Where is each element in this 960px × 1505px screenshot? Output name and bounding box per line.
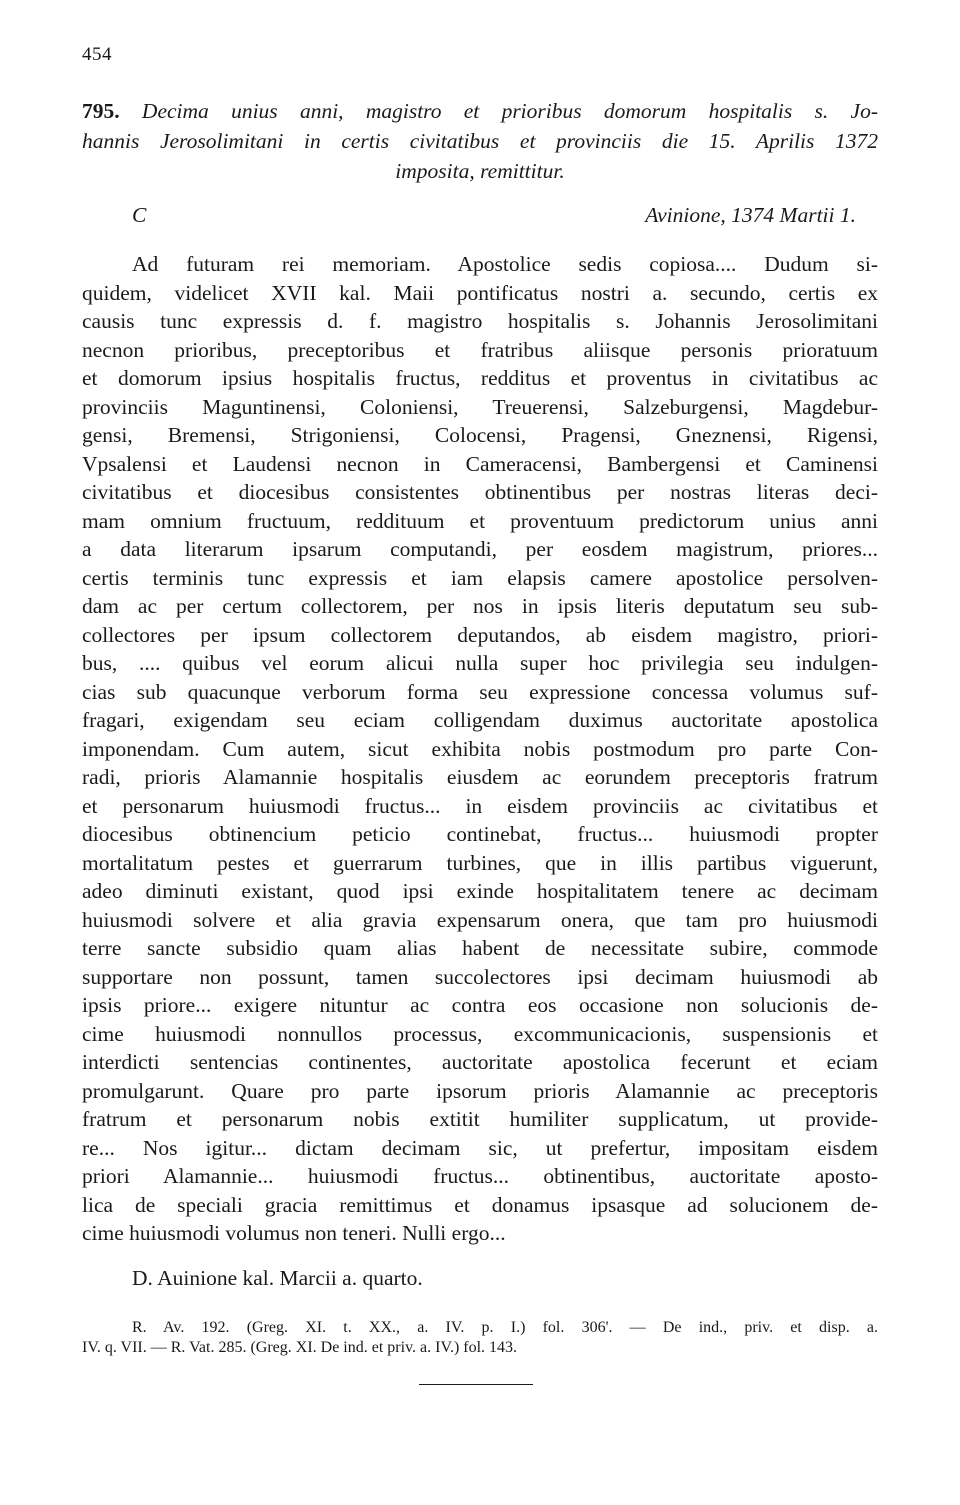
body-line: provinciis Maguntinensi, Coloniensi, Treuerensi, Salzeburgensi, Magdebur-	[82, 394, 878, 419]
body-line: priori Alamannie... huiusmodi fructus... obtinentibus, auctoritate aposto-	[82, 1164, 878, 1188]
end-rule	[419, 1384, 533, 1385]
body-line: Vpsalensi et Laudensi necnon in Cameracensi, Bambergensi et Caminensi	[82, 451, 878, 476]
body-line: ipsis priore... exigere nituntur ac contra eos occasione non solucionis de-	[82, 993, 878, 1017]
document-heading	[82, 96, 878, 186]
body-line: et personarum huiusmodi fructus... in eisdem provinciis ac civitatibus et	[82, 793, 878, 818]
body-line: imponendam. Cum autem, sicut exhibita nobis postmodum pro parte Con-	[82, 736, 878, 761]
body-line: certis terminis tunc expressis et iam elapsis camere apostolice persolven-	[82, 565, 878, 590]
heading-line: hannis Jerosolimitani in certis civitatibus et provinciis die 15. Aprilis 1372	[82, 129, 878, 153]
body-line: civitatibus et diocesibus consistentes obtinentibus per nostras literas deci-	[82, 480, 878, 504]
body-line: cime huiusmodi nonnullos processus, excommunicacionis, suspensionis et	[82, 1021, 878, 1046]
body-line: terre sancte subsidio quam alias habent de necessitate subire, commode	[82, 936, 878, 960]
body-line: radi, prioris Alamannie hospitalis eiusdem ac eorundem preceptoris fratrum	[82, 765, 878, 789]
body-line: promulgarunt. Quare pro parte ipsorum prioris Alamannie ac preceptoris	[82, 1078, 878, 1103]
closing-date-line: D. Auinione kal. Marcii a. quarto.	[132, 1266, 423, 1290]
source-notes	[82, 1318, 878, 1358]
body-line: necnon prioribus, preceptoribus et fratribus aliisque personis prioratuum	[82, 337, 878, 362]
body-line: gensi, Bremensi, Strigoniensi, Colocensi, Pragensi, Gneznensi, Rigensi,	[82, 423, 878, 447]
document-number: 795.	[82, 99, 120, 123]
source-note-line: IV. q. VII. — R. Vat. 285. (Greg. XI. De ind. et priv. a. IV.) fol. 143.	[82, 1339, 518, 1356]
body-line: cias sub quacunque verborum forma seu expressione concessa volumus suf-	[82, 679, 878, 704]
body-line: bus, .... quibus vel eorum alicui nulla super hoc privilegia seu indulgen-	[82, 651, 878, 675]
body-line: diocesibus obtinencium peticio continebat, fructus... huiusmodi propter	[82, 822, 878, 846]
body-line: a data literarum ipsarum computandi, per eosdem magistrum, priores...	[82, 537, 878, 561]
body-line: lica de speciali gracia remittimus et donamus ipsasque ad solucionem de-	[82, 1192, 878, 1217]
place-date: Avinione, 1374 Martii 1.	[645, 203, 856, 227]
body-line: interdicti sentencias continentes, auctoritate apostolica fecerunt et eciam	[82, 1050, 878, 1074]
body-line: dam ac per certum collectorem, per nos in ipsis literis deputatum seu sub-	[82, 594, 878, 618]
body-line: et domorum ipsius hospitalis fructus, redditus et proventus in civitatibus ac	[82, 366, 878, 390]
body-line: re... Nos igitur... dictam decimam sic, ut prefertur, impositam eisdem	[82, 1135, 878, 1160]
body-line: mortalitatum pestes et guerrarum turbines, que in illis partibus viguerunt,	[82, 850, 878, 875]
heading-line: imposita, remittitur.	[395, 159, 565, 183]
body-line: Ad futuram rei memoriam. Apostolice sedis copiosa.... Dudum si-	[132, 252, 878, 276]
body-line: causis tunc expressis d. f. magistro hospitalis s. Johannis Jerosolimitani	[82, 309, 878, 333]
body-line: collectores per ipsum collectorem deputandos, ab eisdem magistro, priori-	[82, 622, 878, 647]
heading-text: Decima unius anni, magistro et prioribus domorum hospitalis s. Jo-	[141, 99, 878, 123]
body-line: fratrum et personarum nobis extitit humiliter supplicatum, ut provide-	[82, 1107, 878, 1131]
body-line: quidem, videlicet XVII kal. Maii pontificatus nostri a. secundo, certis ex	[82, 280, 878, 305]
dateline	[132, 203, 856, 228]
body-line: adeo diminuti existant, quod ipsi exinde hospitalitatem tenere ac decimam	[82, 879, 878, 903]
heading-line	[82, 96, 878, 126]
page-number: 454	[82, 44, 112, 65]
body-line: mam omnium fructuum, reddituum et proventuum predictorum unius anni	[82, 508, 878, 533]
body-line: supportare non possunt, tamen succolectores ipsi decimam huiusmodi ab	[82, 964, 878, 989]
body-line: fragari, exigendam seu eciam colligendam duximus auctoritate apostolica	[82, 708, 878, 732]
body-line: cime huiusmodi volumus non teneri. Nulli ergo...	[82, 1221, 506, 1245]
document-body	[82, 250, 878, 1248]
body-line: huiusmodi solvere et alia gravia expensarum onera, que tam pro huiusmodi	[82, 907, 878, 932]
register-code: C	[132, 203, 147, 227]
source-note-line: R. Av. 192. (Greg. XI. t. XX., a. IV. p. I.) fol. 306'. — De ind., priv. et disp. a.	[132, 1319, 878, 1336]
